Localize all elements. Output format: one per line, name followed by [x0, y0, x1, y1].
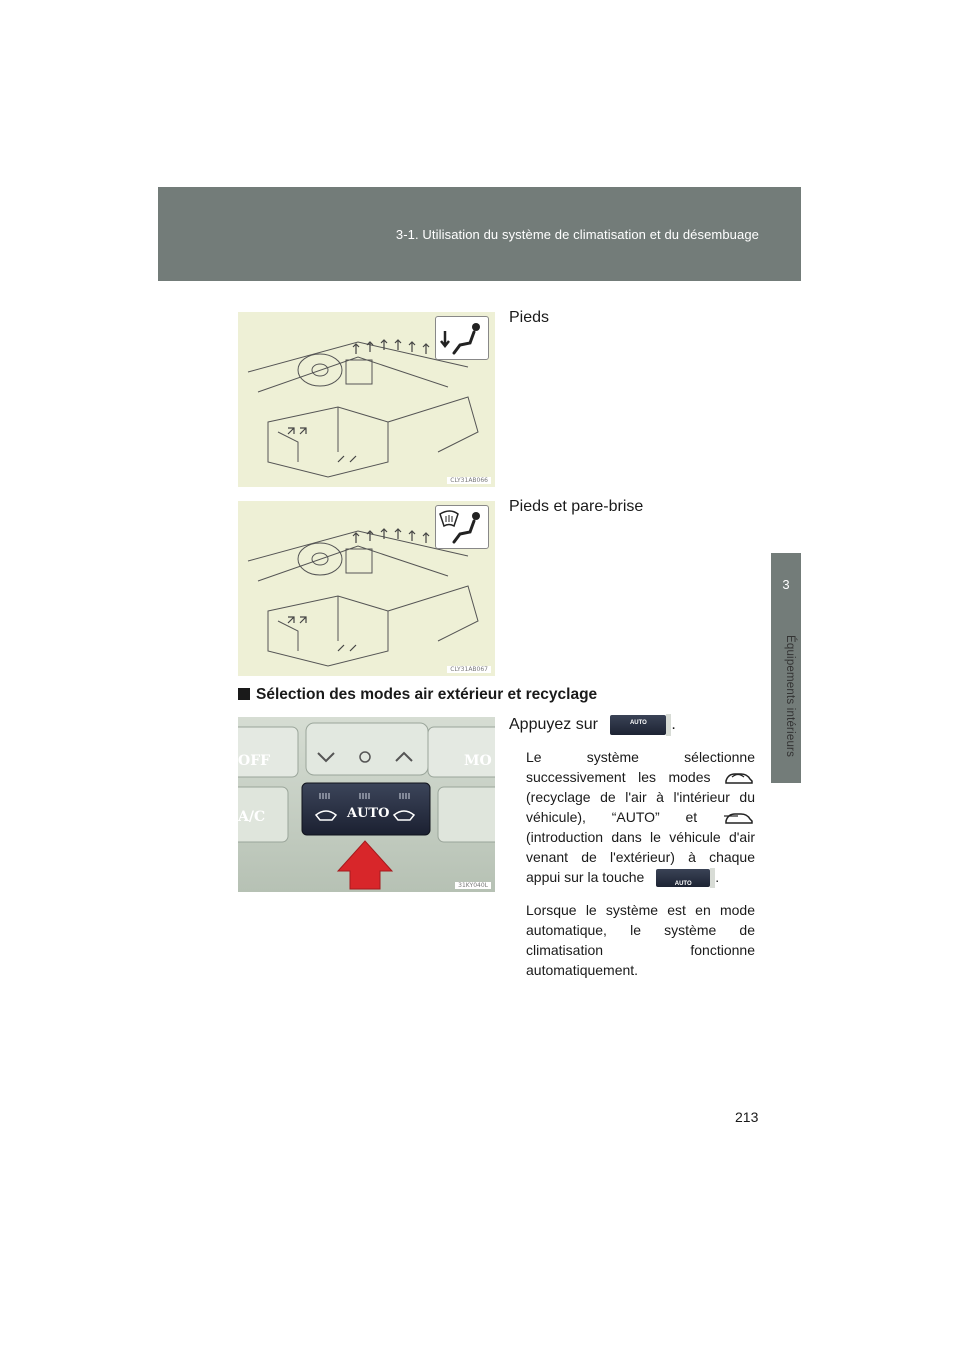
- section-heading-text: Sélection des modes air extérieur et recyclage: [256, 686, 598, 703]
- mode-button-label: MO: [464, 753, 492, 769]
- climate-panel-photo: [238, 717, 495, 892]
- off-button-label: OFF: [238, 753, 271, 769]
- ac-button-label: A/C: [238, 809, 266, 825]
- outside-air-icon: [723, 810, 755, 826]
- image-code: CLY31AB066: [447, 477, 491, 484]
- instruction-text: Appuyez sur: [509, 716, 598, 734]
- feet-windshield-airflow-icon: [435, 505, 489, 549]
- recirculate-air-icon: [723, 770, 755, 786]
- chapter-label: Équipements intérieurs: [784, 635, 796, 758]
- page-number: 213: [735, 1109, 759, 1125]
- chapter-number: 3: [782, 577, 790, 592]
- square-bullet-icon: [238, 688, 250, 700]
- mode-description: Le système sélectionne successivement les modes (recyclage de l'air à l'intérieur du véhicule), “AUTO” et (introduction dans le véhicule d'air venant de l'extérieur) à chaque appui sur la touche AUTO .: [526, 749, 755, 888]
- figure-caption: Pieds: [509, 309, 550, 326]
- feet-airflow-icon: [435, 316, 489, 360]
- feet-windshield-mode-illustration: [238, 501, 495, 676]
- auto-mode-note: Lorsque le système est en mode automatique, le système de climatisation fonctionne automatiquement.: [526, 902, 755, 978]
- figure-caption: Pieds et pare-brise: [509, 498, 644, 515]
- panel-drawing: [238, 717, 495, 892]
- instruction-line: [509, 714, 676, 736]
- photo-code: 31KY040L: [455, 882, 491, 889]
- section-title: 3-1. Utilisation du système de climatisation et du désembuage: [395, 227, 759, 242]
- auto-button-label: AUTO: [347, 806, 390, 821]
- image-code: CLY31AB067: [447, 666, 491, 673]
- air-intake-button-icon: AUTO: [610, 715, 666, 735]
- section-heading: [238, 686, 597, 704]
- air-intake-button-icon: AUTO: [656, 869, 710, 887]
- header-band: [158, 187, 801, 281]
- instruction-end: .: [671, 716, 676, 734]
- feet-mode-illustration: [238, 312, 495, 487]
